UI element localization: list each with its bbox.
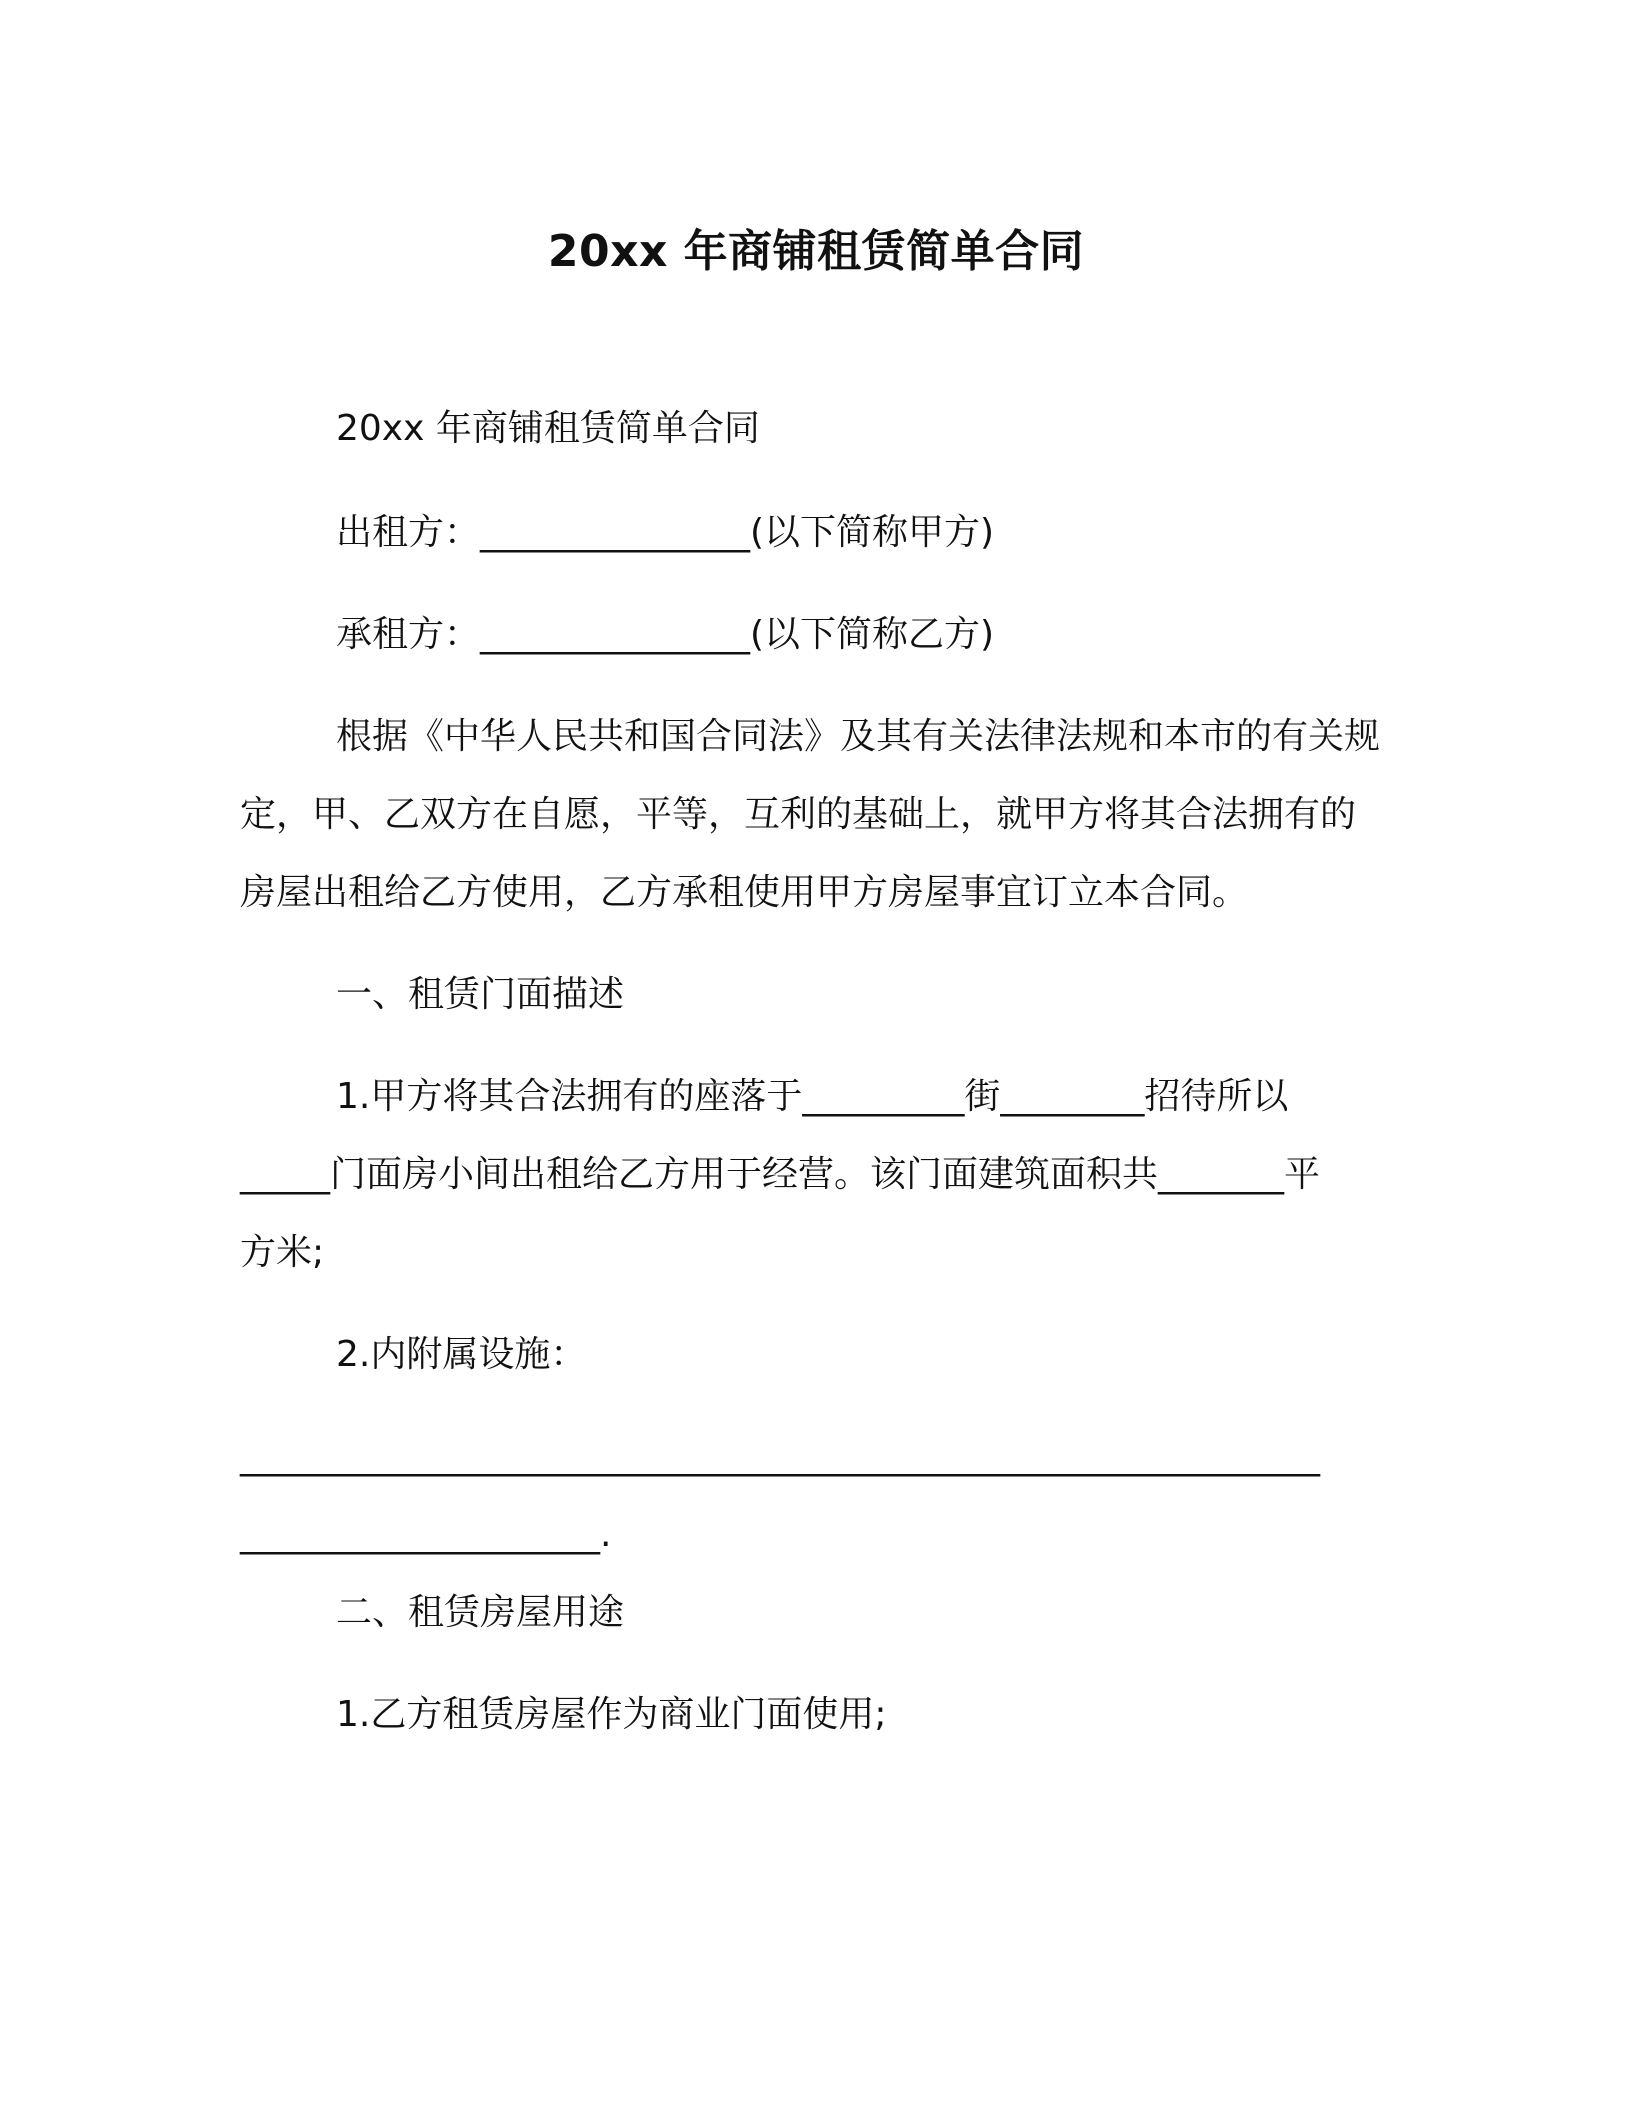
clause-1-1-line-2: _____门面房小间出租给乙方用于经营。该门面建筑面积共_______平 — [240, 1154, 1321, 1195]
blank-line-1: ____________________________________________________________ — [240, 1436, 1320, 1477]
blank-line-2: ____________________. — [240, 1514, 612, 1555]
section-2-heading: 二、租赁房屋用途 — [336, 1592, 625, 1633]
document-title: 20xx 年商铺租赁简单合同 — [547, 226, 1085, 277]
clause-1-1-line-1: 1.甲方将其合法拥有的座落于_________街________招待所以 — [336, 1076, 1289, 1117]
document-subtitle: 20xx 年商铺租赁简单合同 — [336, 408, 760, 449]
lessor-line: 出租方：_______________(以下简称甲方) — [336, 512, 995, 553]
clause-1-2: 2.内附属设施： — [336, 1334, 587, 1375]
lessee-line: 承租方：_______________(以下简称乙方) — [336, 614, 995, 655]
clause-1-1-line-3: 方米; — [240, 1232, 325, 1273]
clause-2-1: 1.乙方租赁房屋作为商业门面使用; — [336, 1694, 887, 1735]
preamble-paragraph: 根据《中华人民共和国合同法》及其有关法律法规和本市的有关规定，甲、乙双方在自愿，平等，互利的基础上，就甲方将其合法拥有的房屋出租给乙方使用，乙方承租使用甲方房屋事宜订立本合同。 — [240, 716, 1381, 913]
section-1-heading: 一、租赁门面描述 — [336, 974, 625, 1015]
